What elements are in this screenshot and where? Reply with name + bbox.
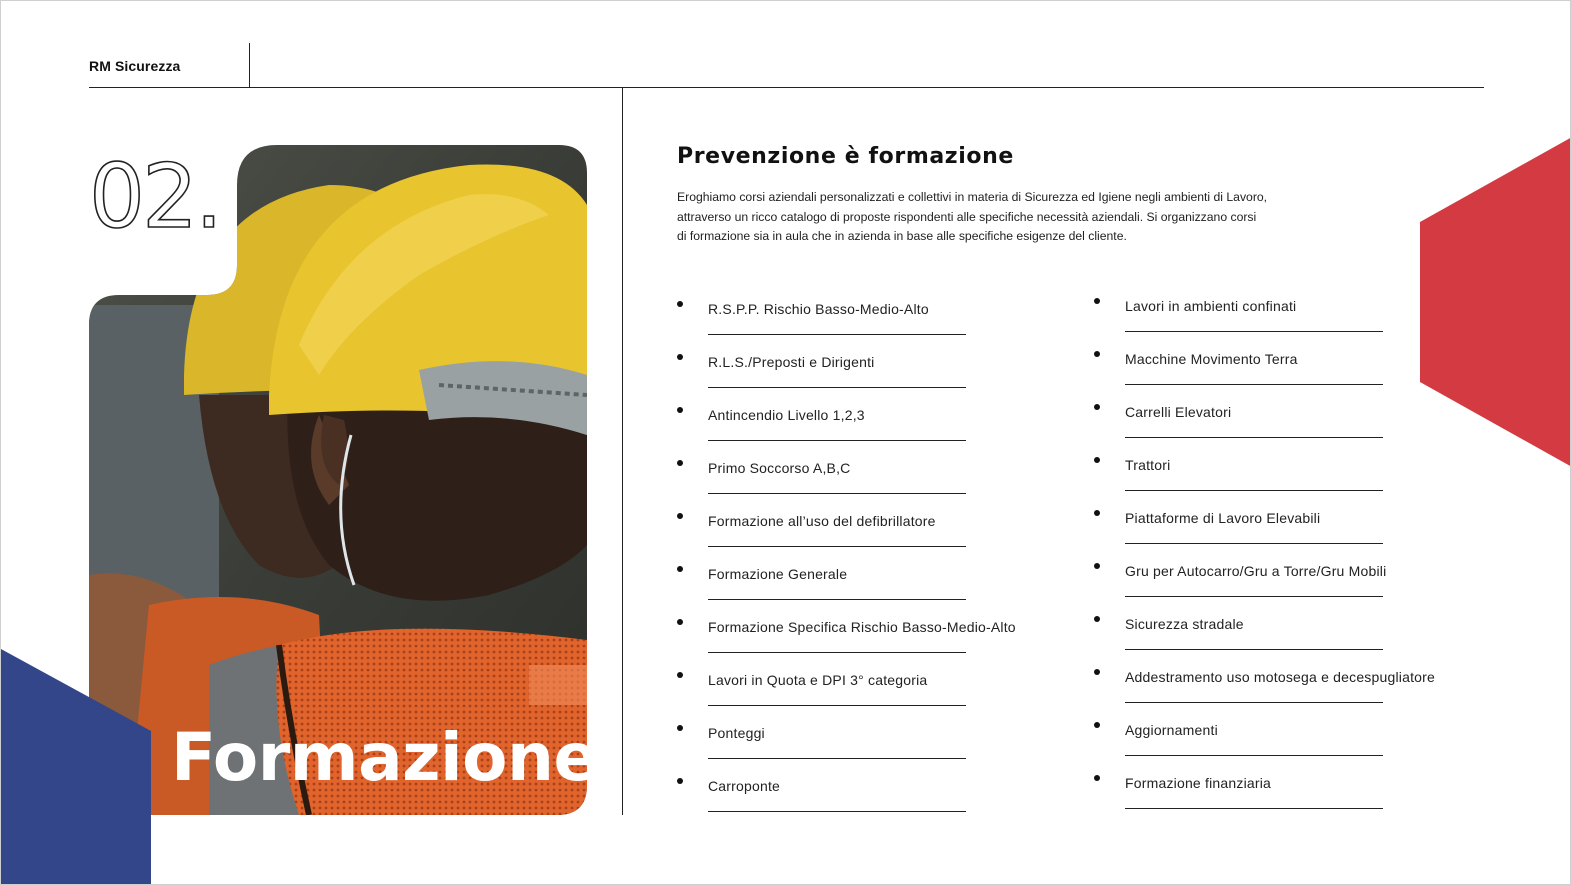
bullet-icon xyxy=(1094,775,1100,781)
intro-line: Eroghiamo corsi aziendali personalizzati e collettivi in materia di Sicurezza ed Igiene negli ambienti di Lavoro, xyxy=(677,190,1268,204)
course-label: Formazione finanziaria xyxy=(1125,775,1272,791)
intro-line: di formazione sia in aula che in azienda in base alle specifiche esigenze del cliente. xyxy=(677,229,1127,243)
course-underline xyxy=(1125,384,1383,385)
course-label: Carrelli Elevatori xyxy=(1125,404,1232,420)
bullet-icon xyxy=(677,725,683,731)
course-label: Macchine Movimento Terra xyxy=(1125,351,1298,367)
bullet-icon xyxy=(1094,457,1100,463)
course-underline xyxy=(708,493,966,494)
bullet-icon xyxy=(677,513,683,519)
course-underline xyxy=(1125,596,1383,597)
course-underline xyxy=(708,546,966,547)
course-underline xyxy=(708,599,966,600)
course-underline xyxy=(1125,490,1383,491)
course-underline xyxy=(708,440,966,441)
course-underline xyxy=(708,387,966,388)
bullet-icon xyxy=(1094,351,1100,357)
bullet-icon xyxy=(1094,510,1100,516)
section-heading: Prevenzione è formazione xyxy=(677,144,1014,169)
course-label: Addestramento uso motosega e decespugliatore xyxy=(1125,669,1435,685)
bullet-icon xyxy=(1094,722,1100,728)
slide-number: 02. xyxy=(89,145,220,248)
course-label: R.L.S./Preposti e Dirigenti xyxy=(708,354,875,370)
course-underline xyxy=(708,811,966,812)
bullet-icon xyxy=(677,778,683,784)
bullet-icon xyxy=(1094,616,1100,622)
header-divider-vertical xyxy=(249,43,250,88)
bullet-icon xyxy=(677,460,683,466)
course-label: Sicurezza stradale xyxy=(1125,616,1244,632)
course-underline xyxy=(708,334,966,335)
course-label: Ponteggi xyxy=(708,725,765,741)
course-underline xyxy=(708,652,966,653)
course-label: R.S.P.P. Rischio Basso-Medio-Alto xyxy=(708,301,929,317)
course-label: Formazione Specifica Rischio Basso-Medio-Alto xyxy=(708,619,1016,635)
course-underline xyxy=(1125,437,1383,438)
course-underline xyxy=(708,758,966,759)
page-title: Formazione xyxy=(171,719,598,796)
course-label: Gru per Autocarro/Gru a Torre/Gru Mobili xyxy=(1125,563,1387,579)
course-label: Formazione Generale xyxy=(708,566,848,582)
blue-decorative-shape xyxy=(1,641,161,885)
course-underline xyxy=(1125,649,1383,650)
course-label: Trattori xyxy=(1125,457,1171,473)
bullet-icon xyxy=(677,301,683,307)
course-label: Aggiornamenti xyxy=(1125,722,1218,738)
column-divider xyxy=(622,88,623,815)
course-underline xyxy=(1125,543,1383,544)
course-label: Primo Soccorso A,B,C xyxy=(708,460,851,476)
course-label: Lavori in Quota e DPI 3° categoria xyxy=(708,672,928,688)
bullet-icon xyxy=(1094,298,1100,304)
bullet-icon xyxy=(677,672,683,678)
course-label: Piattaforme di Lavoro Elevabili xyxy=(1125,510,1321,526)
course-underline xyxy=(1125,755,1383,756)
intro-paragraph xyxy=(677,188,1337,247)
bullet-icon xyxy=(1094,669,1100,675)
red-decorative-shape xyxy=(1420,137,1571,467)
bullet-icon xyxy=(1094,404,1100,410)
intro-line: attraverso un ricco catalogo di proposte rispondenti alle specifiche necessità aziendali. Si organizzano corsi xyxy=(677,209,1257,224)
bullet-icon xyxy=(677,354,683,360)
course-underline xyxy=(1125,331,1383,332)
course-label: Formazione all’uso del defibrillatore xyxy=(708,513,936,529)
course-label: Lavori in ambienti confinati xyxy=(1125,298,1297,314)
bullet-icon xyxy=(677,407,683,413)
course-label: Antincendio Livello 1,2,3 xyxy=(708,407,865,423)
brand-name: RM Sicurezza xyxy=(89,58,181,74)
course-label: Carroponte xyxy=(708,778,781,794)
header-rule xyxy=(89,87,1484,88)
bullet-icon xyxy=(677,566,683,572)
course-underline xyxy=(1125,702,1383,703)
bullet-icon xyxy=(1094,563,1100,569)
course-underline xyxy=(1125,808,1383,809)
bullet-icon xyxy=(677,619,683,625)
course-underline xyxy=(708,705,966,706)
